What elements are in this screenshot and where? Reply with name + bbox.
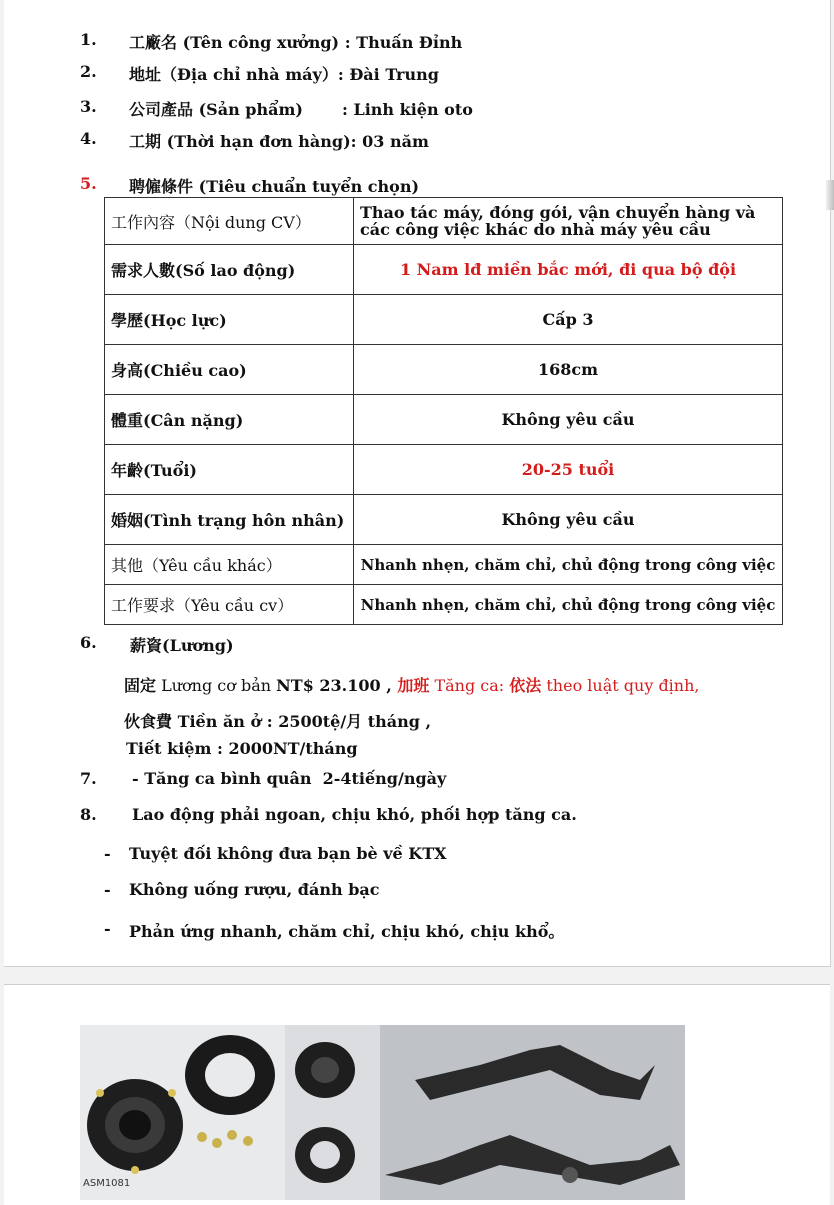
item-1-cn: 工廠名 [129,33,178,52]
item-1-text: (Tên công xưởng) : Thuấn Đỉnh [177,33,463,52]
item-1-number: 1. [80,30,97,49]
item-4-cn: 工期 [129,132,162,151]
table-row [105,495,783,545]
table-row [105,198,783,245]
item-3-line [129,97,473,120]
product-photo-illustration [80,1025,685,1200]
item-2-text: （Địa chỉ nhà máy）: Đài Trung [161,65,439,84]
item-5-cn: 聘僱條件 [129,177,194,196]
row-value: Thao tác máy, đóng gói, vận chuyển hàng và các công việc khác do nhà máy yêu cầu [354,198,783,245]
table-row [105,295,783,345]
table-row [105,345,783,395]
fixed-text: Lương cơ bản [156,676,277,695]
table-row [105,585,783,625]
overtime-cn: 加班 [397,676,430,695]
table-row [105,445,783,495]
item-5-number: 5. [80,174,97,193]
requirements-table [104,197,783,625]
bullet-item: Tuyệt đối không đưa bạn bè về KTX [129,844,447,863]
bullet-item: Không uống rượu, đánh bạc [129,880,380,899]
bullet-item: Phản ứng nhanh, chăm chỉ, chịu khó, chịu khổ。 [129,922,565,941]
item-7-number: 7. [80,769,97,788]
item-4-text: (Thời hạn đơn hàng): 03 năm [161,132,429,151]
table-row [105,245,783,295]
row-label: 年齡(Tuổi) [105,445,354,495]
item-6-number: 6. [80,633,97,652]
item-8-text: Lao động phải ngoan, chịu khó, phối hợp tăng ca. [132,805,577,824]
row-value: 20-25 tuổi [354,445,783,495]
row-value: Cấp 3 [354,295,783,345]
table-row [105,545,783,585]
document-page [4,0,831,967]
table-row [105,395,783,445]
saving-line: Tiết kiệm : 2000NT/tháng [126,739,358,758]
item-3-text: (Sản phẩm) : Linh kiện oto [193,100,473,119]
row-value: 1 Nam lđ miền bắc mới, đi qua bộ đội [354,245,783,295]
item-2-line [129,62,439,85]
overtime-text: Tăng ca: [429,676,510,695]
row-label: 體重(Cân nặng) [105,395,354,445]
item-5-text: (Tiêu chuẩn tuyển chọn) [193,177,420,196]
row-label: 身高(Chiều cao) [105,345,354,395]
product-photo [80,1025,685,1200]
row-label: 其他（Yêu cầu khác） [105,545,354,585]
fixed-amount: NT$ 23.100 , [276,676,398,695]
row-label: 學歷(Học lực) [105,295,354,345]
bullet-dash: - [104,880,111,899]
law-text: theo luật quy định, [541,676,700,695]
item-7-text: - Tăng ca bình quân 2-4tiếng/ngày [132,769,447,788]
row-value: Nhanh nhẹn, chăm chỉ, chủ động trong công việc [354,545,783,585]
row-label: 需求人數(Số lao động) [105,245,354,295]
page-edge-shadow [826,180,834,210]
row-label: 婚姻(Tình trạng hôn nhân) [105,495,354,545]
salary-title: 薪資(Lương) [130,636,234,655]
item-2-number: 2. [80,62,97,81]
bullet-dash: - [104,919,111,938]
food-line: 伙食費 Tiền ăn ở : 2500tệ/月 tháng , [124,712,432,731]
item-4-number: 4. [80,129,97,148]
row-value: 168cm [354,345,783,395]
item-5-line [129,174,419,197]
row-label: 工作內容（Nội dung CV） [105,198,354,245]
photo-caption: ASM1081 [83,1178,131,1189]
law-cn: 依法 [509,676,542,695]
bullet-dash: - [104,844,111,863]
item-3-cn: 公司產品 [129,100,194,119]
item-8-number: 8. [80,805,97,824]
salary-fixed-line [124,673,700,696]
item-2-cn: 地址 [129,65,162,84]
item-3-number: 3. [80,97,97,116]
row-value: Không yêu cầu [354,395,783,445]
row-value: Không yêu cầu [354,495,783,545]
item-4-line [129,129,429,152]
row-value: Nhanh nhẹn, chăm chỉ, chủ động trong công việc [354,585,783,625]
fixed-cn: 固定 [124,676,157,695]
item-1-line [129,30,462,53]
row-label: 工作要求（Yêu cầu cv） [105,585,354,625]
